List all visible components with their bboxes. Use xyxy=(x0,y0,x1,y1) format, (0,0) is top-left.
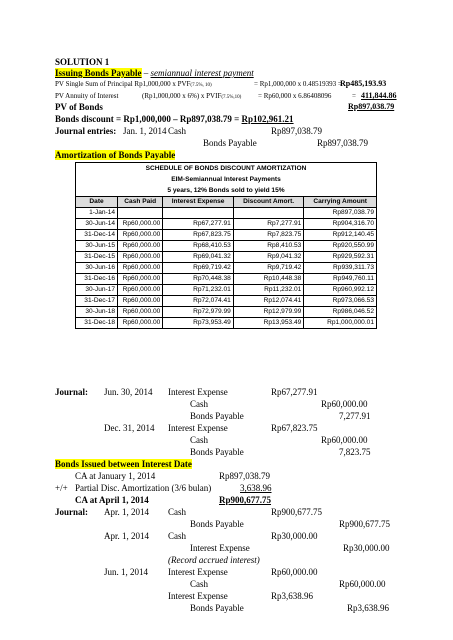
journal2-e2-debit-account: Interest Expense xyxy=(168,423,228,433)
row-cash-paid: Rp60,000.00 xyxy=(118,285,163,296)
row-cash-paid: Rp60,000.00 xyxy=(118,263,163,274)
row-carrying-amount: Rp929,592.31 xyxy=(304,252,377,263)
row-cash-paid: Rp60,000.00 xyxy=(118,241,163,252)
plus-sign: +/+ xyxy=(55,483,68,493)
pv-annuity-eq: = xyxy=(352,92,356,100)
row-carrying-amount: Rp904,316.70 xyxy=(304,219,377,230)
table-row xyxy=(76,263,377,274)
row-cash-paid xyxy=(118,208,163,219)
schedule-caption-row xyxy=(76,163,377,175)
row-carrying-amount: Rp960,992.12 xyxy=(304,285,377,296)
between-title: Bonds Issued between Interest Date xyxy=(55,459,192,469)
row-carrying-amount: Rp986,046.52 xyxy=(304,307,377,318)
row-cash-paid: Rp60,000.00 xyxy=(118,318,163,329)
row-discount-amort: Rp10,448.38 xyxy=(233,274,304,285)
row-discount-amort: Rp9,719.42 xyxy=(233,263,304,274)
row-date: 31-Dec-14 xyxy=(76,230,118,241)
row-discount-amort: Rp12,074.41 xyxy=(233,296,304,307)
row-carrying-amount: Rp949,760.11 xyxy=(304,274,377,285)
row-date: 30-Jun-14 xyxy=(76,219,118,230)
row-discount-amort: Rp11,232.01 xyxy=(233,285,304,296)
row-carrying-amount: Rp973,066.53 xyxy=(304,296,377,307)
row-date: 30-Jun-15 xyxy=(76,241,118,252)
journal3-e3-debit2-account: Interest Expense xyxy=(168,591,228,601)
row-date: 30-Jun-17 xyxy=(76,285,118,296)
schedule-caption-row xyxy=(76,185,377,197)
row-carrying-amount: Rp897,038.79 xyxy=(304,208,377,219)
schedule-caption-row xyxy=(76,174,377,185)
table-row xyxy=(76,252,377,263)
row-date: 31-Dec-17 xyxy=(76,296,118,307)
row-discount-amort: Rp8,410.53 xyxy=(233,241,304,252)
journal3-e1-credit-account: Bonds Payable xyxy=(190,519,244,529)
pv-annuity-calc-b: = Rp60,000 x 6.86408096 xyxy=(258,92,332,100)
journal2-e1-date: Jun. 30, 2014 xyxy=(104,387,153,397)
row-discount-amort: Rp12,979.99 xyxy=(233,307,304,318)
header-interest-expense: Interest Expense xyxy=(163,197,234,208)
row-cash-paid: Rp60,000.00 xyxy=(118,274,163,285)
journal3-e3-debit-amount: Rp60,000.00 xyxy=(271,567,318,577)
journal2-e1-credit-amount: Rp60,000.00 xyxy=(321,399,368,409)
row-date: 31-Dec-16 xyxy=(76,274,118,285)
row-interest-expense: Rp67,277.91 xyxy=(163,219,234,230)
journal3-e1-credit-amount: Rp900,677.75 xyxy=(339,519,391,529)
journal3-e2-note: (Record accrued interest) xyxy=(168,555,260,565)
issuing-title-line xyxy=(55,68,254,78)
row-interest-expense: Rp73,953.49 xyxy=(163,318,234,329)
journal3-e3-credit2-account: Bonds Payable xyxy=(190,603,244,613)
header-date: Date xyxy=(76,197,118,208)
journal3-e2-credit-account: Interest Expense xyxy=(190,543,250,553)
row-discount-amort: Rp7,277.91 xyxy=(233,219,304,230)
pv-single-label: PV Single Sum of Principal Rp1,000,000 x PVF(7.5%, 10) xyxy=(55,80,212,88)
row-discount-amort: Rp13,953.49 xyxy=(233,318,304,329)
row-cash-paid: Rp60,000.00 xyxy=(118,296,163,307)
journal2-e1-debit-account: Interest Expense xyxy=(168,387,228,397)
journal3-e2-credit-amount: Rp30,000.00 xyxy=(343,543,390,553)
issuing-dash: – xyxy=(141,68,151,78)
journal2-e2-credit2-amount: 7,823.75 xyxy=(339,447,371,457)
journal3-e1-debit-amount: Rp900,677.75 xyxy=(271,507,323,517)
pv-annuity-calc-a: (Rp1,000,000 x 6%) x PVIF(7.5%,10) xyxy=(142,92,242,100)
table-row xyxy=(76,307,377,318)
table-row xyxy=(76,241,377,252)
table-row xyxy=(76,274,377,285)
row-date: 30-Jun-18 xyxy=(76,307,118,318)
row-date: 30-Jun-16 xyxy=(76,263,118,274)
journal3-e3-credit-account: Cash xyxy=(190,579,208,589)
journal2-e1-debit-amount: Rp67,277.91 xyxy=(271,387,318,397)
row-interest-expense: Rp72,979.99 xyxy=(163,307,234,318)
partial-amortization-amount: 3,638.96 xyxy=(240,483,272,493)
row-carrying-amount: Rp939,311.73 xyxy=(304,263,377,274)
bonds-discount-line: Bonds discount = Rp1,000,000 – Rp897,038.79 = Rp102,961.21 xyxy=(55,114,294,124)
journal3-e1-date: Apr. 1, 2014 xyxy=(104,507,149,517)
journal2-e1-credit2-amount: 7,277.91 xyxy=(339,411,371,421)
solution-heading: SOLUTION 1 xyxy=(55,57,110,67)
table-row xyxy=(76,208,377,219)
schedule-header-row xyxy=(76,197,377,208)
journal3-e3-credit2-amount: Rp3,638.96 xyxy=(347,603,390,613)
journal3-e2-debit-account: Cash xyxy=(168,531,186,541)
row-interest-expense: Rp71,232.01 xyxy=(163,285,234,296)
row-carrying-amount: Rp920,550.99 xyxy=(304,241,377,252)
row-discount-amort xyxy=(233,208,304,219)
issuing-subtitle: semiannual interest payment xyxy=(150,68,254,78)
journal3-e3-debit2-amount: Rp3,638.96 xyxy=(271,591,314,601)
row-carrying-amount: Rp1,000,000.01 xyxy=(304,318,377,329)
partial-amortization-label: Partial Disc. Amortization (3/6 bulan) xyxy=(75,483,212,493)
journal2-e2-date: Dec. 31, 2014 xyxy=(104,423,155,433)
amortization-schedule-table xyxy=(75,162,377,329)
table-row xyxy=(76,285,377,296)
row-discount-amort: Rp7,823.75 xyxy=(233,230,304,241)
journal2-e2-credit2-account: Bonds Payable xyxy=(190,447,244,457)
journal2-e2-credit-account: Cash xyxy=(190,435,208,445)
header-cash-paid: Cash Paid xyxy=(118,197,163,208)
journal2-label: Journal: xyxy=(55,387,89,397)
issuing-title: Issuing Bonds Payable xyxy=(55,68,142,78)
ca-january-amount: Rp897,038.79 xyxy=(219,471,271,481)
pv-single-factor: (7.5%, 10) xyxy=(190,83,212,88)
row-carrying-amount: Rp912,140.45 xyxy=(304,230,377,241)
table-row xyxy=(76,219,377,230)
row-interest-expense: Rp68,410.53 xyxy=(163,241,234,252)
row-interest-expense: Rp69,041.32 xyxy=(163,252,234,263)
row-cash-paid: Rp60,000.00 xyxy=(118,252,163,263)
row-date: 1-Jan-14 xyxy=(76,208,118,219)
row-interest-expense: Rp69,719.42 xyxy=(163,263,234,274)
pv-annuity-result: 411,844.86 xyxy=(361,91,397,100)
pv-bonds-result: Rp897,038.79 xyxy=(348,102,395,111)
table-row xyxy=(76,318,377,329)
journal3-label: Journal: xyxy=(55,507,89,517)
ca-january-label: CA at January 1, 2014 xyxy=(75,471,156,481)
journal1-credit-account: Bonds Payable xyxy=(203,138,257,148)
pv-annuity-label: PV Annuity of Interest xyxy=(55,92,119,100)
row-cash-paid: Rp60,000.00 xyxy=(118,307,163,318)
header-carrying-amount: Carrying Amount xyxy=(304,197,377,208)
schedule-caption-3: 5 years, 12% Bonds sold to yield 15% xyxy=(76,185,377,197)
row-date: 31-Dec-18 xyxy=(76,318,118,329)
row-date: 31-Dec-15 xyxy=(76,252,118,263)
journal3-e3-date: Jun. 1, 2014 xyxy=(104,567,149,577)
journal3-e1-debit-account: Cash xyxy=(168,507,186,517)
journal1-debit-account: Cash xyxy=(168,126,186,136)
header-discount-amort: Discount Amort. xyxy=(233,197,304,208)
pv-single-result: Rp485,193.93 xyxy=(340,79,387,88)
row-cash-paid: Rp60,000.00 xyxy=(118,230,163,241)
row-cash-paid: Rp60,000.00 xyxy=(118,219,163,230)
journal2-e2-debit-amount: Rp67,823.75 xyxy=(271,423,318,433)
schedule-caption-2: EIM-Semiannual Interest Payments xyxy=(76,174,377,185)
pv-bonds-label: PV of Bonds xyxy=(55,102,103,112)
row-interest-expense: Rp67,823.75 xyxy=(163,230,234,241)
amortization-title: Amortization of Bonds Payable xyxy=(55,150,176,160)
ca-april-amount: Rp900,677.75 xyxy=(219,495,272,505)
row-interest-expense xyxy=(163,208,234,219)
table-row xyxy=(76,296,377,307)
journal3-e2-debit-amount: Rp30,000.00 xyxy=(271,531,318,541)
row-discount-amort: Rp9,041.32 xyxy=(233,252,304,263)
journal3-e3-debit-account: Interest Expense xyxy=(168,567,228,577)
journal1-date: Jan. 1, 2014 xyxy=(123,126,167,136)
ca-april-label: CA at April 1, 2014 xyxy=(75,495,149,505)
journal3-e3-credit-amount: Rp60,000.00 xyxy=(339,579,386,589)
journal3-e2-date: Apr. 1, 2014 xyxy=(104,531,149,541)
table-row xyxy=(76,230,377,241)
schedule-caption-1: SCHEDULE OF BONDS DISCOUNT AMORTIZATION xyxy=(76,163,377,175)
journal2-e1-credit-account: Cash xyxy=(190,399,208,409)
journal1-credit-amount: Rp897,038.79 xyxy=(317,138,369,148)
row-interest-expense: Rp70,448.38 xyxy=(163,274,234,285)
pv-single-calc: = Rp1,000,000 x 0.48519393 = xyxy=(254,80,342,88)
journal2-e2-credit-amount: Rp60,000.00 xyxy=(321,435,368,445)
journal-entries-label: Journal entries: xyxy=(55,126,117,136)
row-interest-expense: Rp72,074.41 xyxy=(163,296,234,307)
journal1-debit-amount: Rp897,038.79 xyxy=(271,126,323,136)
journal2-e1-credit2-account: Bonds Payable xyxy=(190,411,244,421)
pv-annuity-factor: (7.5%,10) xyxy=(221,95,242,100)
bonds-discount-result: Rp102,961.21 xyxy=(241,114,294,124)
